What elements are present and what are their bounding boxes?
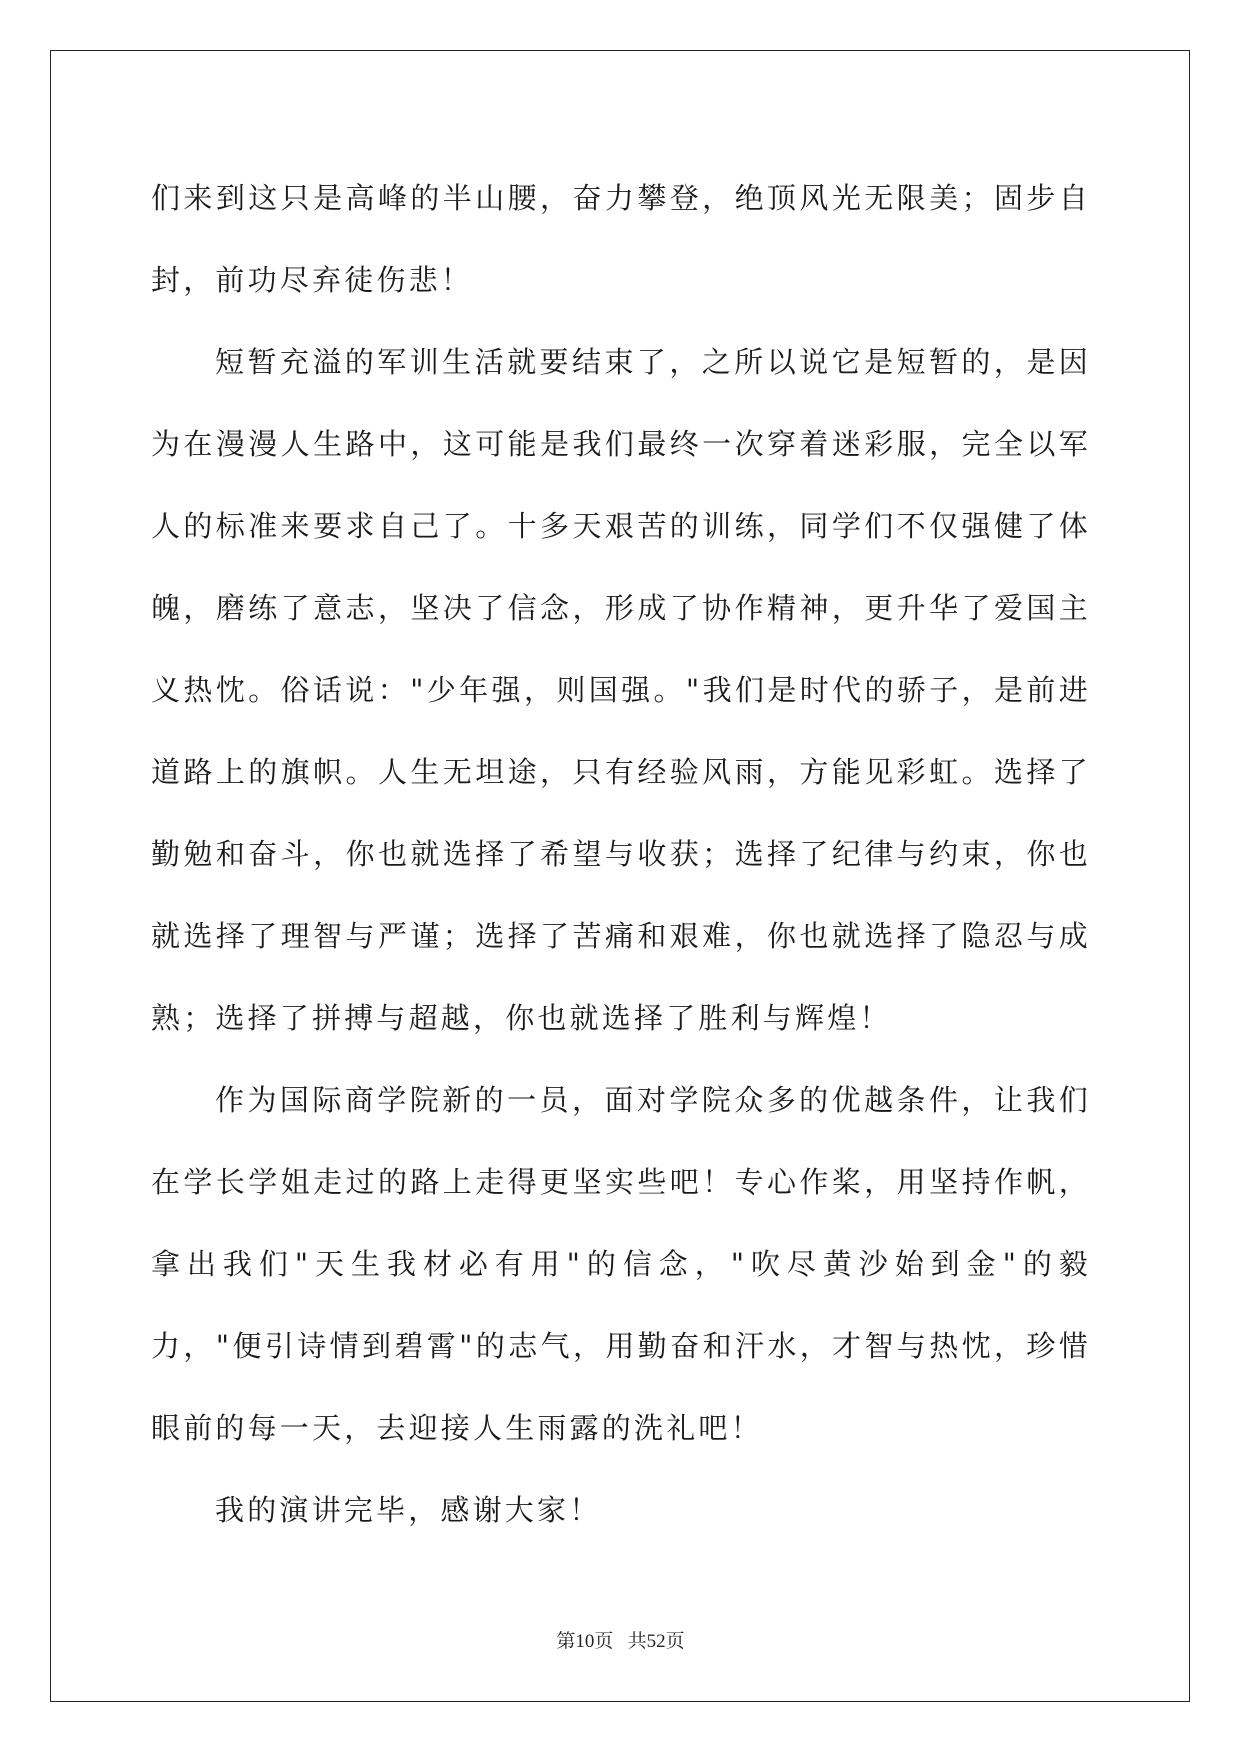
paragraph-4: 我的演讲完毕，感谢大家！ <box>215 1493 602 1527</box>
paragraph-3: 作为国际商学院新的一员，面对学院众多的优越条件，让我们在学长学姐走过的路上走得更坚实些吧！专心作桨，用坚持作帆，拿出我们"天生我材必有用"的信念，"吹尽黄沙始到金"的毅力，"便引诗情到碧霄"的志气，用勤奋和汗水，才智与热忱，珍惜眼前的每一天，去迎接人生雨露的洗礼吧！ <box>151 1083 1091 1445</box>
page-footer <box>0 1626 1241 1653</box>
paragraph-2: 短暂充溢的军训生活就要结束了，之所以说它是短暂的，是因为在漫漫人生路中，这可能是我们最终一次穿着迷彩服，完全以军人的标准来要求自己了。十多天艰苦的训练，同学们不仅强健了体魄，磨练了意志，坚决了信念，形成了协作精神，更升华了爱国主义热忱。俗话说："少年强，则国强。"我们是时代的骄子，是前进道路上的旗帜。人生无坦途，只有经验风雨，方能见彩虹。选择了勤勉和奋斗，你也就选择了希望与收获；选择了纪律与约束，你也就选择了理智与严谨；选择了苦痛和艰难，你也就选择了隐忍与成熟；选择了拼搏与超越，你也就选择了胜利与辉煌！ <box>151 345 1091 1035</box>
page-number-label: 第10页 共52页 <box>556 1631 685 1652</box>
paragraph-1: 们来到这只是高峰的半山腰，奋力攀登，绝顶风光无限美；固步自封，前功尽弃徒伤悲！ <box>151 181 1091 297</box>
document-body <box>151 157 1091 1551</box>
